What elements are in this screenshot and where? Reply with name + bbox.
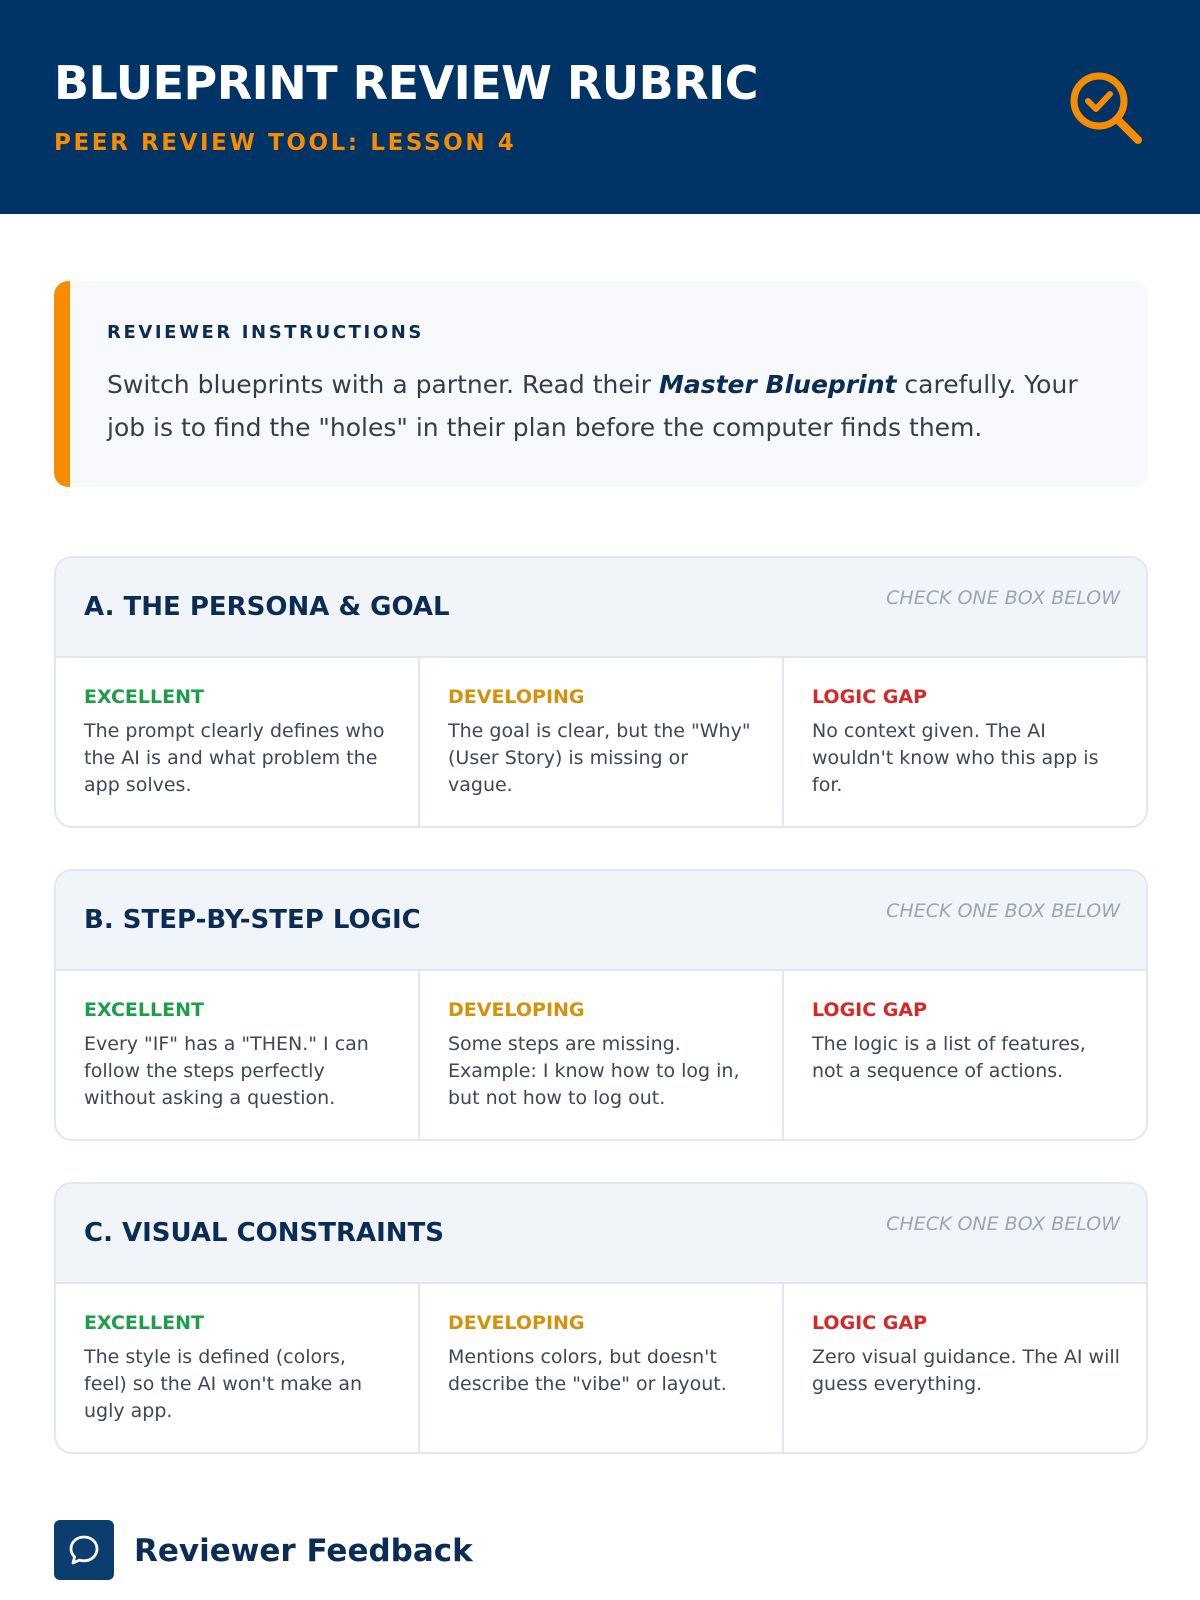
level-developing-box[interactable] <box>418 658 782 828</box>
level-developing-box[interactable] <box>418 971 782 1141</box>
level-label: EXCELLENT <box>84 999 204 1021</box>
level-developing-box[interactable] <box>418 1284 782 1454</box>
feedback-title: Reviewer Feedback <box>134 1533 473 1569</box>
chat-bubble-icon <box>54 1520 114 1580</box>
level-logic-gap-box[interactable] <box>782 971 1146 1141</box>
magnifier-check-icon <box>1068 70 1144 146</box>
level-description: Mentions colors, but doesn't describe the "vibe" or layout. <box>448 1346 727 1395</box>
level-label: LOGIC GAP <box>812 999 928 1021</box>
level-label: DEVELOPING <box>448 686 585 708</box>
rubric-levels <box>56 1284 1146 1454</box>
rubric-levels <box>56 971 1146 1141</box>
level-description: The logic is a list of features, not a sequence of actions. <box>812 1033 1086 1082</box>
level-description: Every "IF" has a "THEN." I can follow the steps perfectly without asking a question. <box>84 1033 369 1109</box>
rubric-section-visual-constraints <box>54 1182 1148 1454</box>
section-header <box>56 871 1146 971</box>
section-title: C. VISUAL CONSTRAINTS <box>84 1218 445 1248</box>
rubric-levels <box>56 658 1146 828</box>
level-description: The prompt clearly defines who the AI is and what problem the app solves. <box>84 720 385 796</box>
level-description: The goal is clear, but the "Why" (User Story) is missing or vague. <box>448 720 751 796</box>
level-label: EXCELLENT <box>84 686 204 708</box>
level-logic-gap-box[interactable] <box>782 1284 1146 1454</box>
instructions-text <box>107 363 1117 449</box>
level-description: No context given. The AI wouldn't know who this app is for. <box>812 720 1099 796</box>
level-description: Some steps are missing. Example: I know how to log in, but not how to log out. <box>448 1033 740 1109</box>
rubric-section-persona-goal <box>54 556 1148 828</box>
instructions-emphasis: Master Blueprint <box>658 370 897 399</box>
level-description: The style is defined (colors, feel) so the AI won't make an ugly app. <box>84 1346 363 1422</box>
instructions-label: REVIEWER INSTRUCTIONS <box>107 322 424 343</box>
section-note: CHECK ONE BOX BELOW <box>886 1213 1120 1235</box>
reviewer-instructions <box>54 281 1148 487</box>
section-header <box>56 1184 1146 1284</box>
level-label: DEVELOPING <box>448 1312 585 1334</box>
level-label: DEVELOPING <box>448 999 585 1021</box>
level-label: EXCELLENT <box>84 1312 204 1334</box>
section-header <box>56 558 1146 658</box>
level-label: LOGIC GAP <box>812 686 928 708</box>
page-header <box>0 0 1200 214</box>
instructions-text-after: carefully. Your job is to find the "holes" in their plan before the computer finds them. <box>107 370 1078 442</box>
section-note: CHECK ONE BOX BELOW <box>886 900 1120 922</box>
level-label: LOGIC GAP <box>812 1312 928 1334</box>
level-description: Zero visual guidance. The AI will guess everything. <box>812 1346 1120 1395</box>
page-subtitle: PEER REVIEW TOOL: LESSON 4 <box>54 130 517 156</box>
section-title: B. STEP-BY-STEP LOGIC <box>84 905 421 935</box>
level-excellent-box[interactable] <box>56 658 418 828</box>
section-title: A. THE PERSONA & GOAL <box>84 592 450 622</box>
level-logic-gap-box[interactable] <box>782 658 1146 828</box>
level-excellent-box[interactable] <box>56 971 418 1141</box>
page-title: BLUEPRINT REVIEW RUBRIC <box>54 56 759 110</box>
instructions-text-before: Switch blueprints with a partner. Read their <box>107 370 659 399</box>
level-excellent-box[interactable] <box>56 1284 418 1454</box>
section-note: CHECK ONE BOX BELOW <box>886 587 1120 609</box>
rubric-section-step-logic <box>54 869 1148 1141</box>
